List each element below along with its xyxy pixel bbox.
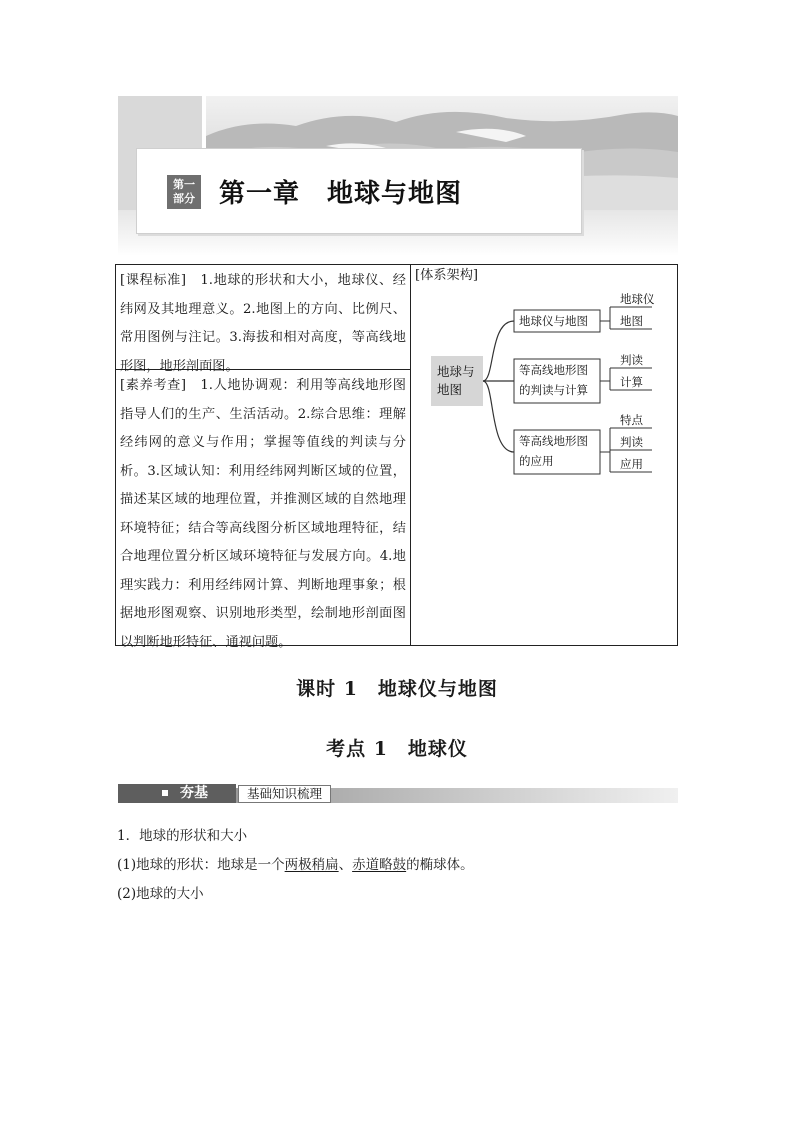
literacy-assessment-text: [素养考查] 1.人地协调观：利用等高线地形图指导人们的生产、生活活动。2.综合思维：理解经纬网的意义与作用；掌握等值线的判读与分析。3.区域认知：利用经纬网判断区域的位置，描述某区域的地理位置，并推测区域的自然地理环境特征；结合等高线图分析区域地理特征，结合地理位置分析区域环境特征与发展方向。4.地理实践力：利用经纬网计算、判断地理事象；根据地形图观察、识别地形类型，绘制地形剖面图以判断地形特征、通视问题。 [120,378,406,650]
section-bar-dark [118,784,236,803]
lesson-title: 课时 1 地球仪与地图 [296,678,498,700]
mindmap-leaf-text: 应用 [620,457,643,471]
square-bullet-icon [162,790,168,796]
item-earth-size: (2)地球的大小 [117,886,204,902]
earth-shape-prefix: (1)地球的形状：地球是一个 [117,857,285,873]
mindmap-leaf-text: 特点 [620,413,643,427]
mindmap-branch-text: 的应用 [519,454,554,468]
mindmap-leaf-text: 地球仪 [620,292,655,306]
mindmap-root-text: 地球与 [437,364,475,379]
framework-table [115,264,678,650]
mindmap-branch-connector [483,381,514,452]
mindmap-root-text: 地图 [437,382,463,397]
chapter-title-box [136,148,582,234]
knowledge-mindmap [411,265,677,645]
mindmap-branch-text: 等高线地形图 [519,434,588,448]
mindmap-branch-text: 地球仪与地图 [519,314,588,328]
part-badge-text: 第一 部分 [173,178,195,205]
answer-polar-flattened: 两极稍扁 [284,857,339,873]
framework-left-column [116,265,411,650]
section-header-bar [118,784,678,803]
earth-shape-suffix: 的椭球体。 [406,857,474,873]
section-title: 夯基 [180,785,208,801]
mindmap-leaf-text: 判读 [620,435,643,449]
mindmap-branch-text: 的判读与计算 [519,383,588,397]
item-earth-shape-size: 1．地球的形状和大小 [117,828,248,844]
exam-point-title: 考点 1 地球仪 [326,738,468,760]
mindmap-leaf-text: 计算 [620,375,643,389]
literacy-assessment-cell [116,370,410,650]
curriculum-standard-text: [课程标准] 1.地球的形状和大小，地球仪、经纬网及其地理意义。2.地图上的方向、比例尺、常用图例与注记。3.海拔和相对高度，等高线地形图，地形剖面图。 [120,273,406,374]
earth-shape-separator: 、 [338,857,353,873]
mindmap-branch-text: 等高线地形图 [519,363,588,377]
curriculum-standard-cell [116,265,410,374]
mindmap-branch-connector [483,321,514,381]
chapter-banner [118,96,678,256]
structure-cell [411,265,677,645]
mindmap-leaf-text: 地图 [620,314,643,328]
item-earth-shape [117,856,474,874]
structure-label: [体系架构] [415,268,479,283]
part-badge [167,175,201,209]
section-tag: 基础知识梳理 [238,785,331,803]
chapter-title: 第一章 地球与地图 [219,179,463,209]
answer-equator-bulging: 赤道略鼓 [352,857,407,873]
mindmap-leaf-text: 判读 [620,353,643,367]
